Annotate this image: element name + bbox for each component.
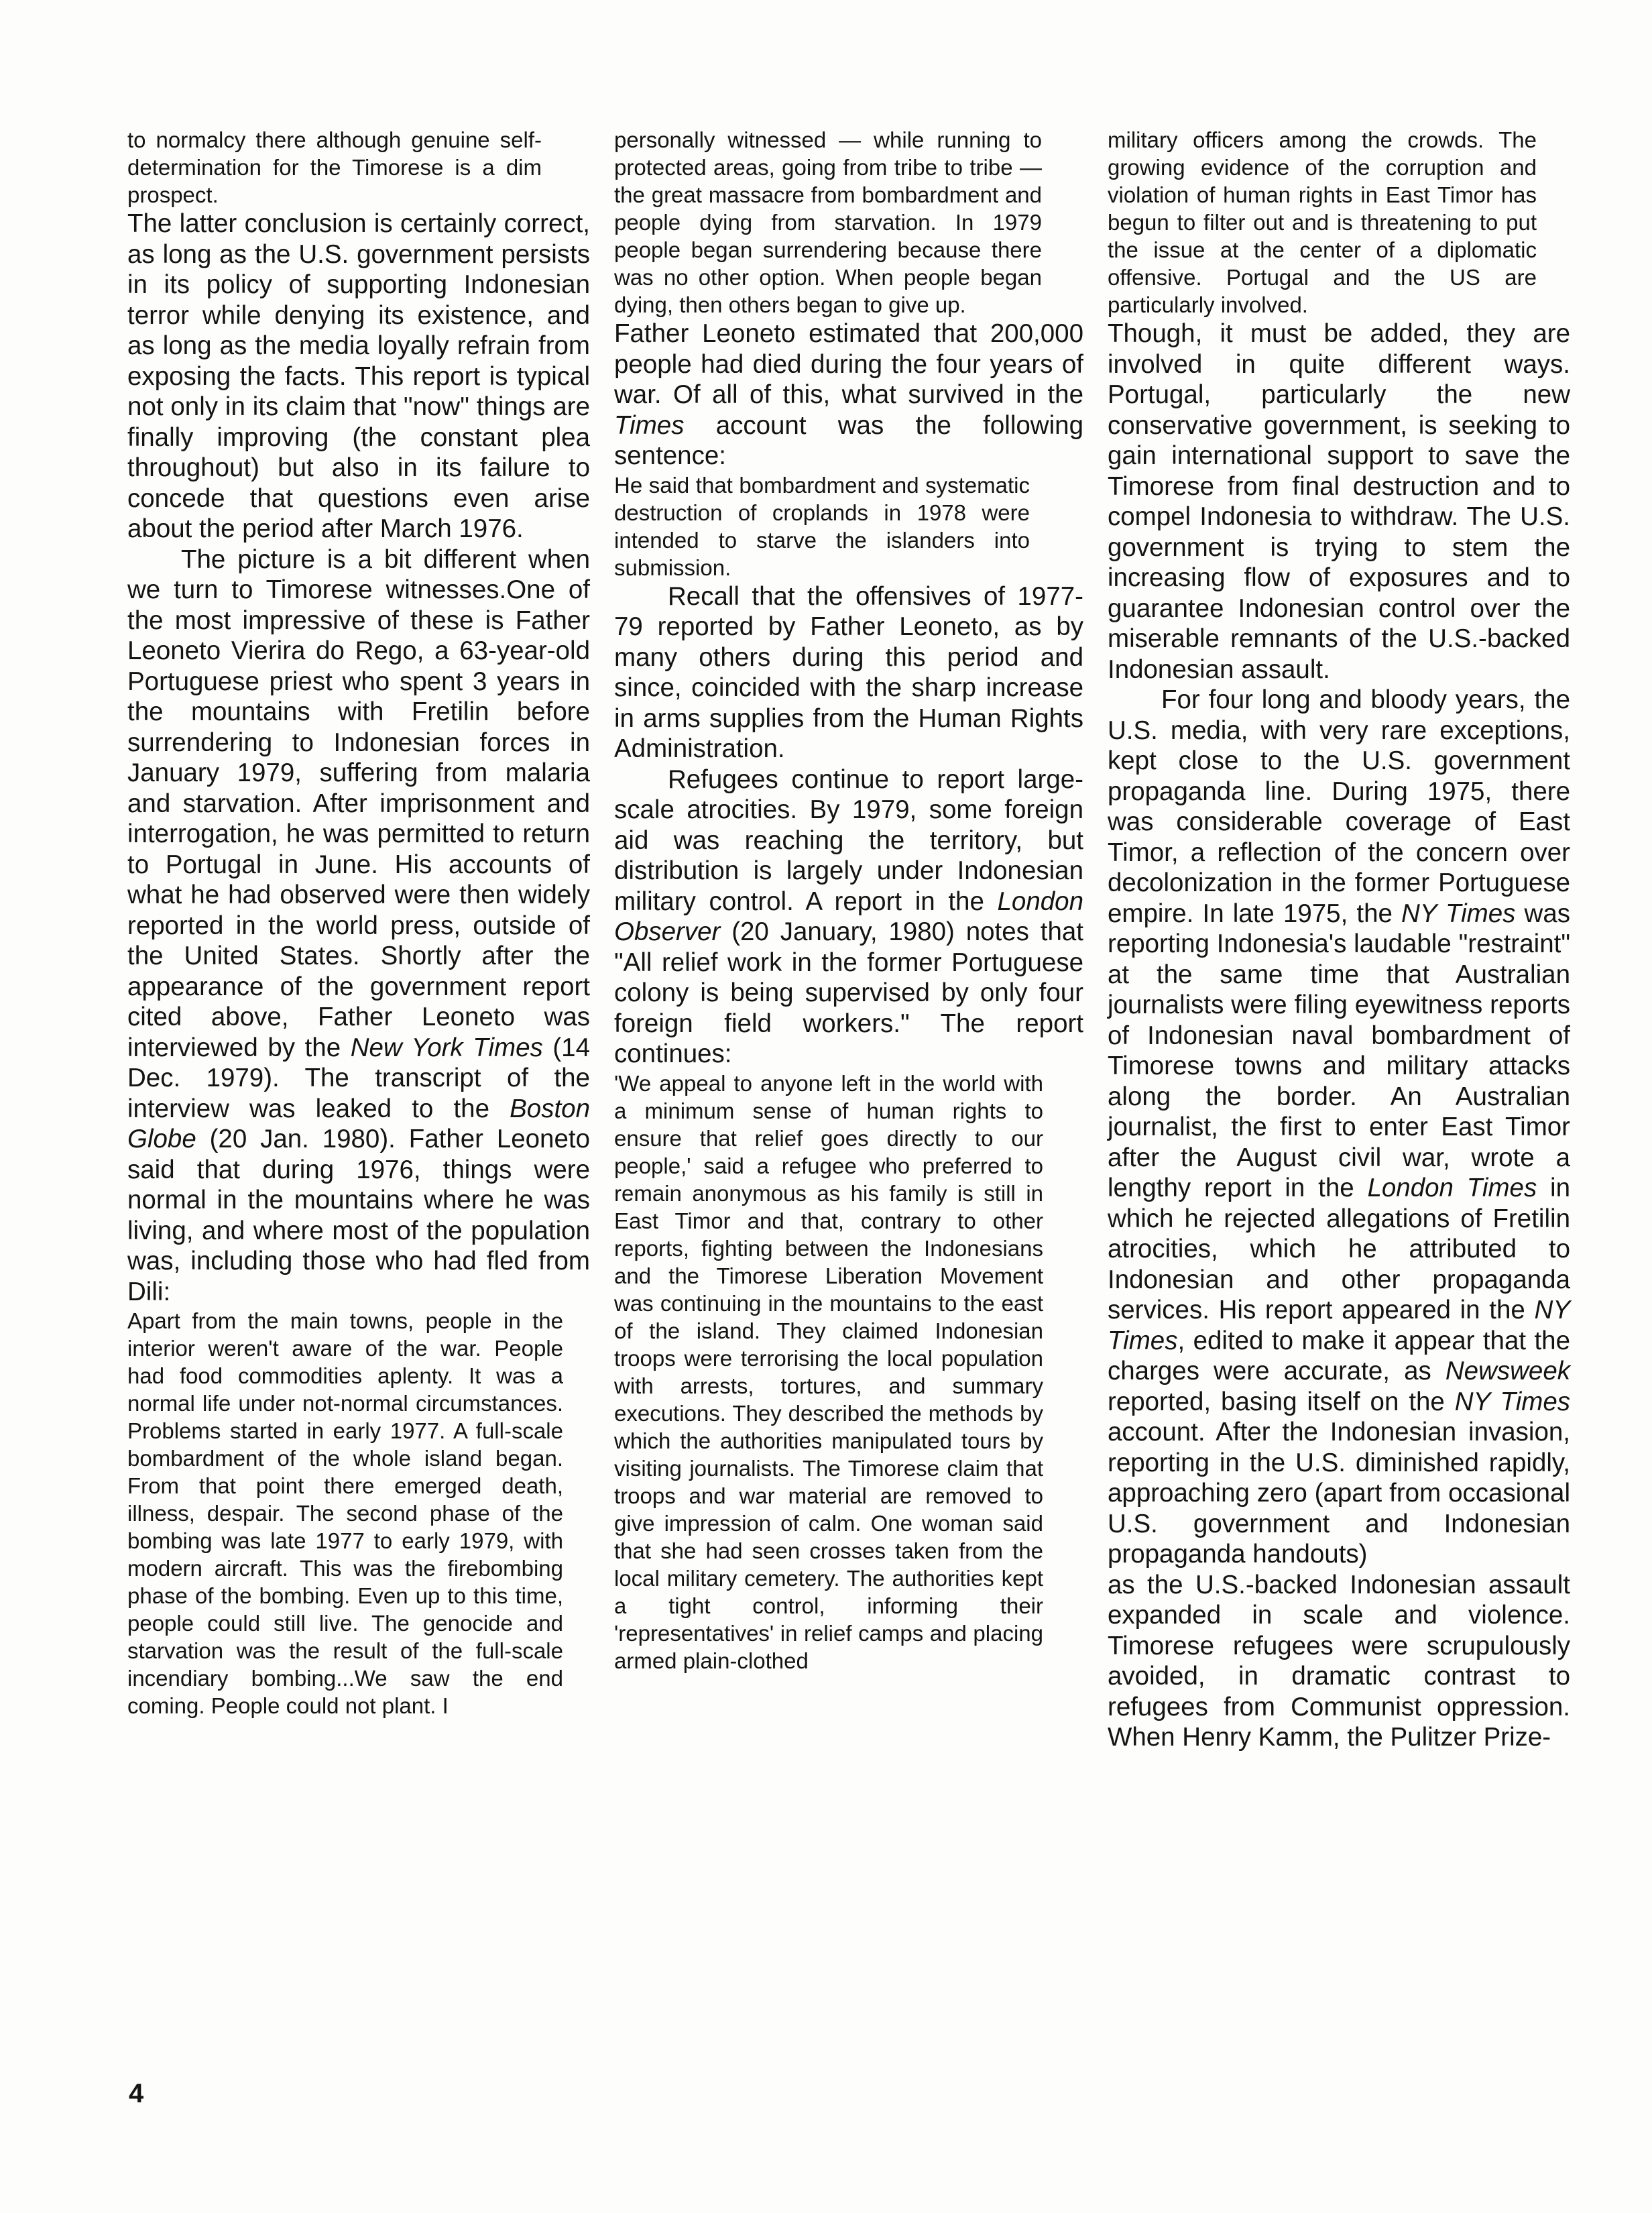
block-quote: military officers among the crowds. The growing evidence of the corruption and violation of human rights in East Timor has begun to filter out and is threatening to put the issue at the center of a diplomatic offensive. Portugal and the US are particularly involved. <box>1108 127 1537 317</box>
publication-name: Newsweek <box>1445 1357 1570 1385</box>
text-run: The picture is a bit different when we turn to Timorese witnesses.One of the most impressive of these is Father Leoneto Vierira do Rego, a 63-year-old Portuguese priest who spent 3 years in the mountains with Fretilin before surrendering to Indonesian forces in January 1979, suffering from malaria and starvation. After imprisonment and interrogation, he was permitted to return to Portugal in June. His accounts of what he had observed were then widely reported in the world press, outside of the United States. Shortly after the appearance of the government report cited above, Father Leoneto was interviewed by the <box>127 545 590 1062</box>
text-column-2 <box>614 126 1083 1675</box>
block-quote: 'We appeal to anyone left in the world with a minimum sense of human rights to ensure that relief goes directly to our people,' said a refugee who preferred to remain anonymous as his family is still in East Timor and that, contrary to other reports, fighting between the Indonesians and the Timorese Liberation Movement was continuing in the mountains to the east of the island. They claimed Indonesian troops were terrorising the local population with arrests, tortures, and summary executions. They described the methods by which the authorities manipulated tours by visiting journalists. The Timorese claim that troops and war material are removed to give impression of calm. One woman said that she had seen crosses taken from the local military cemetery. The authorities kept a tight control, informing their 'representatives' in relief camps and placing armed plain-clothed <box>614 1070 1043 1673</box>
text-run: reported, basing itself on the <box>1108 1387 1455 1416</box>
page-number: 4 <box>129 2079 144 2108</box>
text-column-1 <box>127 126 590 1719</box>
text-run: was reporting Indonesia's laudable "restraint" at the same time that Australian journalists were filing eyewitness reports of Indonesian naval bombardment of Timorese towns and military attacks along the border. An Australian journalist, the first to enter East Timor after the August civil war, wrote a lengthy report in the <box>1108 899 1570 1202</box>
publication-name: NY Times <box>1401 899 1516 928</box>
body-paragraph <box>127 545 590 1308</box>
block-quote: to normalcy there although genuine self-determination for the Timorese is a dim prospect. <box>127 127 542 207</box>
publication-name: NY Times <box>1454 1387 1570 1416</box>
text-run: Father Leoneto estimated that 200,000 people had died during the four years of war. Of all of this, what survived in the <box>614 319 1083 409</box>
publication-name: London Times <box>1367 1174 1537 1202</box>
publication-name: London Observer <box>614 887 1083 946</box>
text-run: account was the following sentence: <box>614 410 1083 470</box>
publication-name: Boston Globe <box>127 1094 590 1153</box>
text-column-3 <box>1108 126 1570 1753</box>
body-paragraph: as the U.S.-backed Indonesian assault expanded in scale and violence. Timorese refugees were scrupulously avoided, in dramatic contrast to refugees from Communist oppression. When Henry Kamm, the Pulitzer Prize- <box>1108 1570 1570 1752</box>
text-run: (20 January, 1980) notes that "All relief work in the former Portuguese colony is being supervised by only four foreign field workers." The report continues: <box>614 917 1083 1068</box>
text-run: (20 Jan. 1980). Father Leoneto said that during 1976, things were normal in the mountains where he was living, and where most of the population was, including those who had fled from Dili: <box>127 1125 590 1306</box>
block-quote: personally witnessed — while running to protected areas, going from tribe to tribe — the great massacre from bombardment and people dying from starvation. In 1979 people began surrendering because there was no other option. When people began dying, then others began to give up. <box>614 127 1042 317</box>
text-run: Refugees continue to report large-scale atrocities. By 1979, some foreign aid was reaching the territory, but distribution is largely under Indonesian military control. A report in the <box>614 764 1083 916</box>
body-paragraph: The latter conclusion is certainly correct, as long as the U.S. government persists in its policy of supporting Indonesian terror while denying its existence, and as long as the media loyally refrain from exposing the facts. This report is typical not only in its claim that "now" things are finally improving (the constant plea throughout) but also in its failure to concede that questions even arise about the period after March 1976. <box>127 209 590 543</box>
body-paragraph <box>614 319 1083 471</box>
text-run: For four long and bloody years, the U.S. media, with very rare exceptions, kept close to the U.S. government propaganda line. During 1975, there was considerable coverage of East Timor, a reflection of the concern over decolonization in the former Portuguese empire. In late 1975, the <box>1108 685 1570 928</box>
body-paragraph: Recall that the offensives of 1977-79 reported by Father Leoneto, as by many others during this period and since, coincided with the sharp increase in arms supplies from the Human Rights Administration. <box>614 581 1083 763</box>
block-quote: Apart from the main towns, people in the interior weren't aware of the war. People had food commodities aplenty. It was a normal life under not-normal circumstances. Problems started in early 1977. A full-scale bombardment of the whole island began. From that point there emerged death, illness, despair. The second phase of the bombing was late 1977 to early 1979, with modern aircraft. This was the firebombing phase of the bombing. Even up to this time, people could still live. The genocide and starvation was the result of the full-scale incendiary bombing...We saw the end coming. People could not plant. I <box>127 1308 563 1718</box>
body-paragraph <box>614 764 1083 1070</box>
block-quote: He said that bombardment and systematic destruction of croplands in 1978 were intended to starve the islanders into submission. <box>614 472 1030 580</box>
body-paragraph <box>1108 685 1570 1570</box>
publication-name: NY Times <box>1108 1296 1570 1355</box>
text-run: in which he rejected allegations of Fretilin atrocities, which he attributed to Indonesian and other propaganda services. His report appeared in the <box>1108 1174 1570 1324</box>
text-run: (14 Dec. 1979). The transcript of the interview was leaked to the <box>127 1033 590 1123</box>
publication-name: New York Times <box>350 1033 543 1062</box>
publication-name: Times <box>614 410 685 440</box>
body-paragraph: Though, it must be added, they are involved in quite different ways. Portugal, particularly the new conservative government, is seeking to gain international support to save the Timorese from final destruction and to compel Indonesia to withdraw. The U.S. government is trying to stem the increasing flow of exposures and to guarantee Indonesian control over the miserable remnants of the U.S.-backed Indonesian assault. <box>1108 319 1570 684</box>
text-run: , edited to make it appear that the charges were accurate, as <box>1108 1326 1570 1385</box>
text-run: account. After the Indonesian invasion, reporting in the U.S. diminished rapidly, approaching zero (apart from occasional U.S. government and Indonesian propaganda handouts) <box>1108 1418 1570 1569</box>
